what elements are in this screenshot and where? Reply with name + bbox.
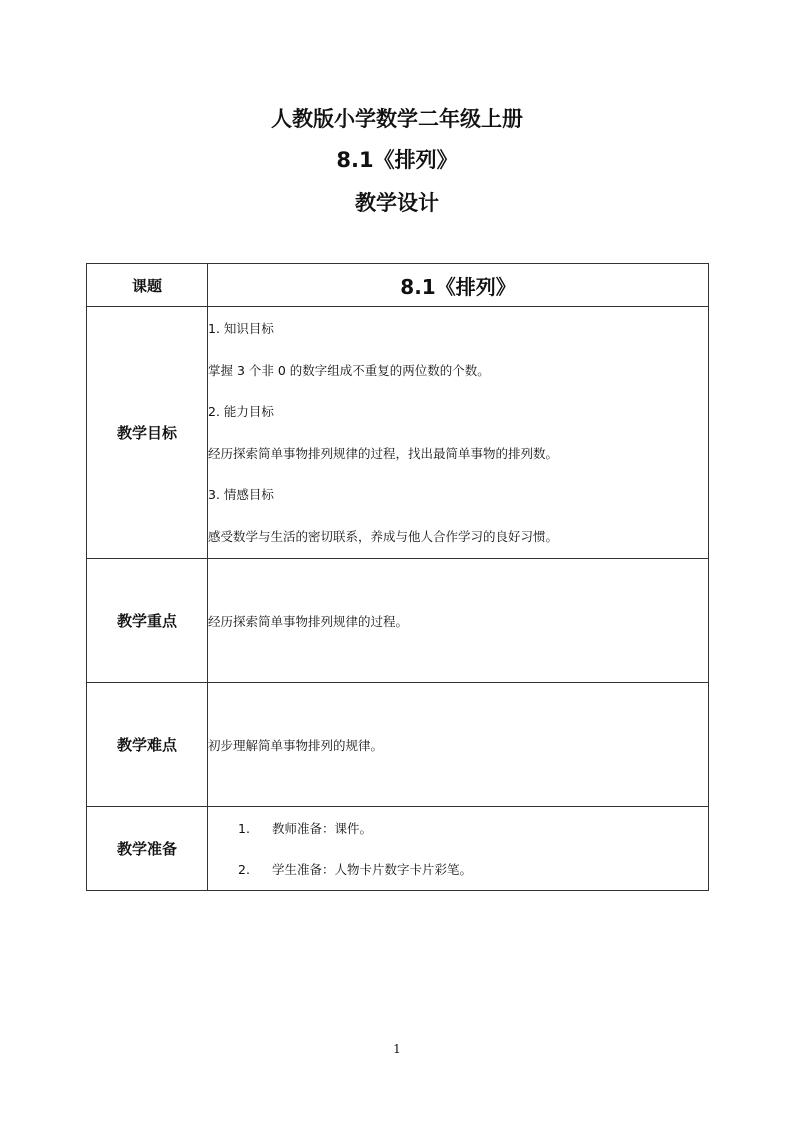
topic-label: 课题 bbox=[87, 264, 208, 307]
preparation-content bbox=[208, 807, 709, 891]
difficulties-label: 教学难点 bbox=[87, 683, 208, 807]
preparation-item-text: 学生准备：人物卡片数字卡片彩笔。 bbox=[272, 861, 473, 877]
preparation-item-number: 2. bbox=[238, 861, 250, 877]
objectives-label: 教学目标 bbox=[87, 307, 208, 559]
preparation-item-text: 教师准备：课件。 bbox=[272, 820, 373, 836]
preparation-item bbox=[208, 808, 708, 849]
document-title: 人教版小学数学二年级上册 bbox=[271, 107, 523, 131]
document-subtitle: 教学设计 bbox=[355, 191, 439, 215]
objective-line: 3. 情感目标 bbox=[208, 487, 274, 502]
lesson-title: 8.1《排列》 bbox=[336, 148, 458, 172]
preparation-label: 教学准备 bbox=[87, 807, 208, 891]
objective-line: 经历探索简单事物排列规律的过程，找出最简单事物的排列数。 bbox=[208, 445, 559, 461]
preparation-row bbox=[87, 807, 709, 891]
objective-line: 掌握 3 个非 0 的数字组成不重复的两位数的个数。 bbox=[208, 362, 490, 378]
objectives-row bbox=[87, 307, 709, 559]
objective-line: 2. 能力目标 bbox=[208, 404, 274, 419]
difficulties-row bbox=[87, 683, 709, 807]
objectives-content bbox=[208, 307, 709, 559]
preparation-item-number: 1. bbox=[238, 820, 250, 836]
topic-value: 8.1《排列》 bbox=[208, 264, 709, 307]
topic-row bbox=[87, 264, 709, 307]
key-points-label: 教学重点 bbox=[87, 559, 208, 683]
key-points-text: 经历探索简单事物排列规律的过程。 bbox=[208, 559, 709, 683]
preparation-item bbox=[208, 849, 708, 890]
lesson-plan-table bbox=[86, 263, 709, 891]
objective-line: 感受数学与生活的密切联系，养成与他人合作学习的良好习惯。 bbox=[208, 528, 559, 544]
page-number: 1 bbox=[393, 1042, 401, 1056]
key-points-row bbox=[87, 559, 709, 683]
difficulties-text: 初步理解简单事物排列的规律。 bbox=[208, 683, 709, 807]
objective-line: 1. 知识目标 bbox=[208, 321, 274, 336]
